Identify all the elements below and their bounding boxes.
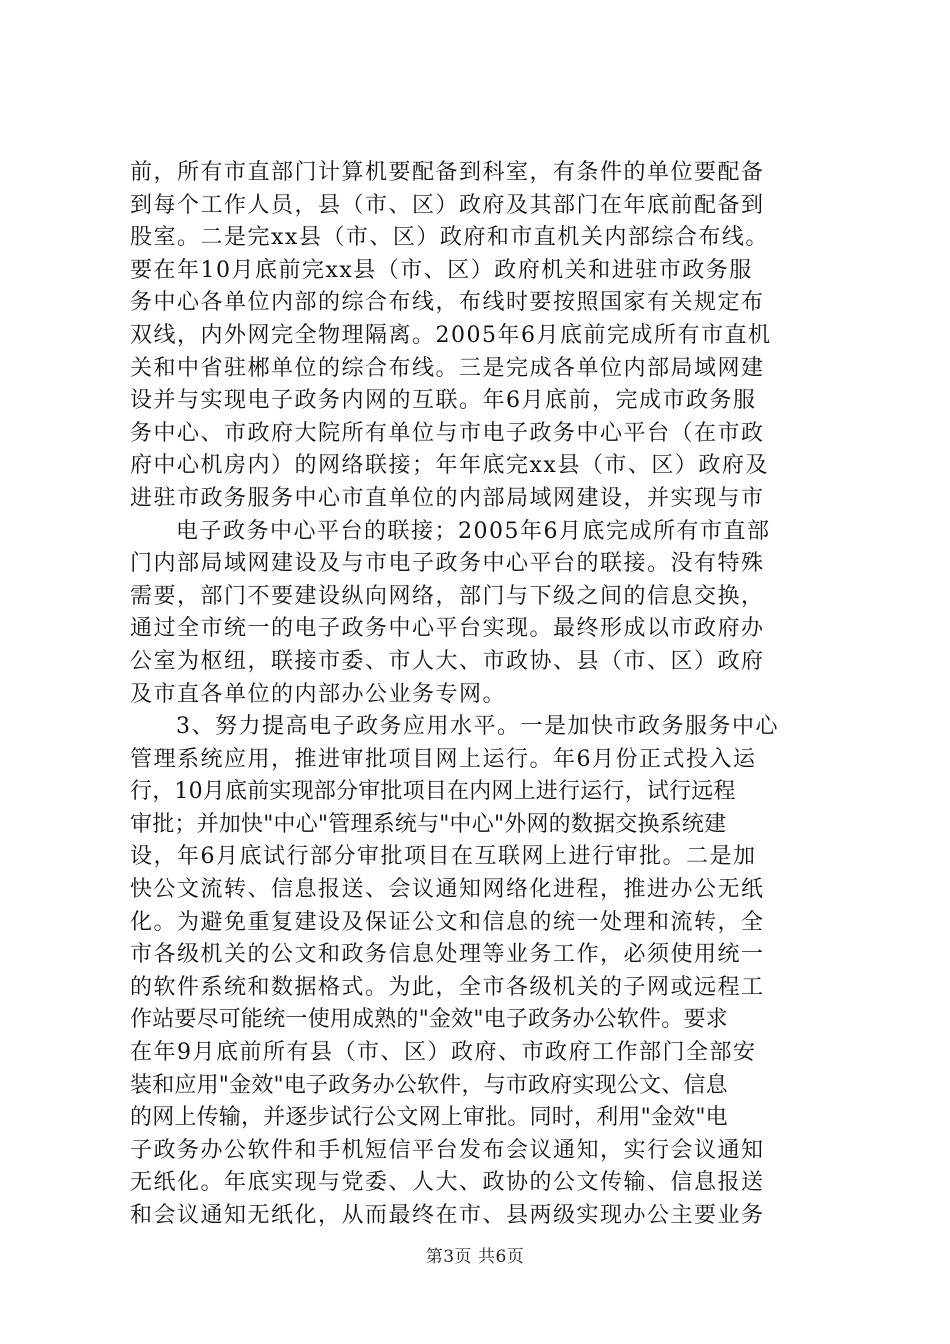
document-body (130, 157, 830, 1233)
text-line: 的网上传输，并逐步试行公文网上审批。同时，利用"金效"电 (130, 1105, 728, 1131)
text-line: 通过全市统一的电子政务中心平台实现。最终形成以市政府办 (130, 616, 765, 642)
text-line: 管理系统应用，推进审批项目网上运行。年6月份正式投入运 (130, 746, 757, 772)
text-line: 电子政务中心平台的联接；2005年6月底完成所有市直部 (176, 518, 771, 544)
text-line: 3、努力提高电子政务应用水平。一是加快市政务服务中心 (176, 714, 779, 740)
text-line: 装和应用"金效"电子政务办公软件，与市政府实现公文、信息 (130, 1072, 728, 1098)
text-line: 务中心各单位内部的综合布线，布线时要按照国家有关规定布 (130, 290, 765, 316)
text-line: 的软件系统和数据格式。为此，全市各级机关的子网或远程工 (130, 974, 765, 1000)
text-line: 府中心机房内）的网络联接；年年底完xx县（市、区）政府及 (130, 453, 769, 479)
text-line: 要在年10月底前完xx县（市、区）政府机关和进驻市政务服 (130, 257, 753, 283)
text-line: 及市直各单位的内部办公业务专网。 (130, 681, 507, 707)
text-line: 需要，部门不要建设纵向网络，部门与下级之间的信息交换， (130, 583, 765, 609)
page-footer: 第3页 共6页 (425, 1247, 525, 1267)
text-line: 双线，内外网完全物理隔离。2005年6月底前完成所有市直机 (130, 322, 772, 348)
text-line: 和会议通知无纸化，从而最终在市、县两级实现办公主要业务 (130, 1203, 765, 1228)
text-line: 股室。二是完xx县（市、区）政府和市直机关内部综合布线。 (130, 225, 769, 251)
text-line: 设，年6月底试行部分审批项目在互联网上进行审批。二是加 (130, 844, 757, 870)
text-line: 关和中省驻郴单位的综合布线。三是完成各单位内部局域网建 (130, 355, 765, 381)
text-line: 进驻市政务服务中心市直单位的内部局域网建设，并实现与市 (130, 485, 765, 511)
text-line: 审批；并加快"中心"管理系统与"中心"外网的数据交换系统建 (130, 811, 727, 837)
text-line: 化。为避免重复建设及保证公文和信息的统一处理和流转，全 (130, 909, 765, 935)
text-line: 设并与实现电子政务内网的互联。年6月底前，完成市政务服 (130, 388, 757, 414)
text-line: 门内部局域网建设及与市电子政务中心平台的联接。没有特殊 (130, 551, 765, 577)
text-line: 无纸化。年底实现与党委、人大、政协的公文传输、信息报送 (130, 1170, 765, 1196)
text-line: 子政务办公软件和手机短信平台发布会议通知，实行会议通知 (130, 1137, 765, 1163)
text-line: 行，10月底前实现部分审批项目在内网上进行运行，试行远程 (130, 779, 736, 805)
text-line: 前，所有市直部门计算机要配备到科室，有条件的单位要配备 (130, 160, 765, 185)
text-line: 公室为枢纽，联接市委、市人大、市政协、县（市、区）政府 (130, 648, 765, 674)
text-line: 在年9月底前所有县（市、区）政府、市政府工作部门全部安 (130, 1040, 757, 1066)
text-line: 快公文流转、信息报送、会议通知网络化进程，推进办公无纸 (130, 877, 765, 903)
text-line: 务中心、市政府大院所有单位与市电子政务中心平台（在市政 (130, 420, 765, 446)
text-line: 到每个工作人员，县（市、区）政府及其部门在年底前配备到 (130, 192, 765, 218)
text-line: 作站要尽可能统一使用成熟的"金效"电子政务办公软件。要求 (130, 1007, 728, 1033)
text-line: 市各级机关的公文和政务信息处理等业务工作，必须使用统一 (130, 942, 765, 968)
